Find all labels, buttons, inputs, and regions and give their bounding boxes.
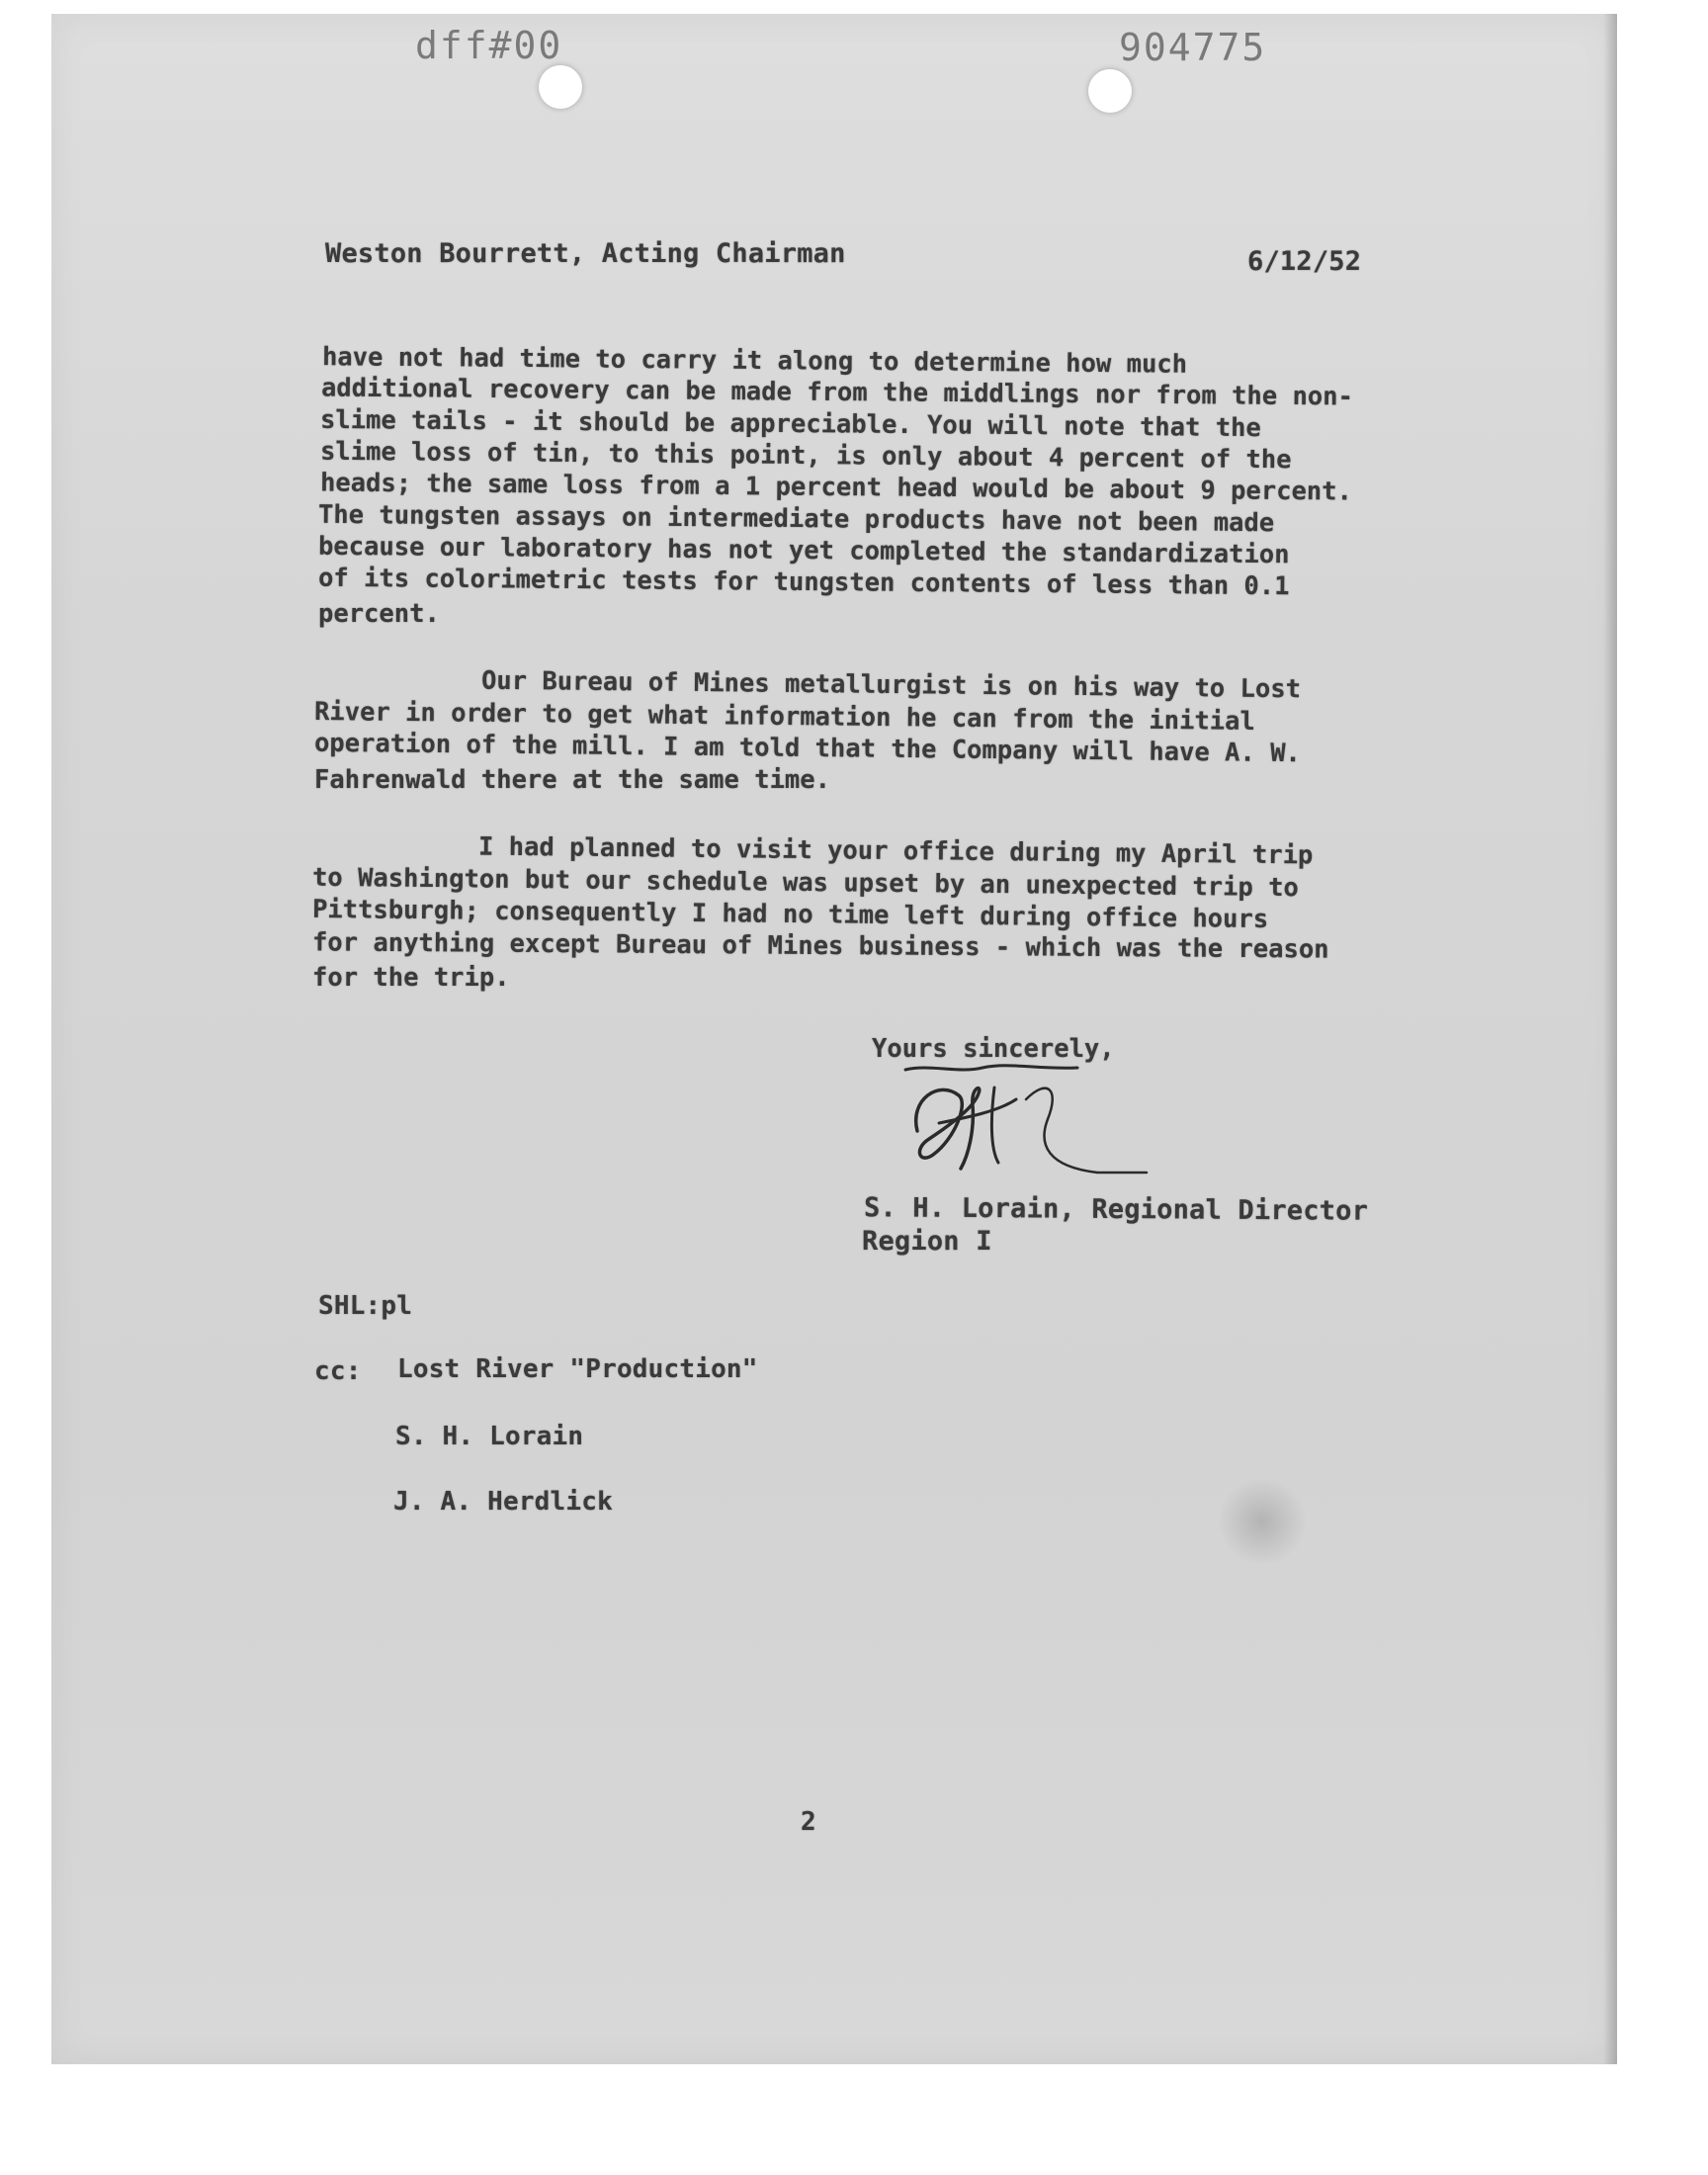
cc-recipient: J. A. Herdlick [393, 1487, 613, 1517]
paragraph-2-line-2: River in order to get what information he can from the initial [313, 697, 1255, 737]
signer-region: Region I [862, 1226, 992, 1257]
addressee-line: Weston Bourrett, Acting Chairman [325, 238, 846, 269]
stamp-number-left: dff#00 [415, 24, 563, 67]
cc-recipient: S. H. Lorain [395, 1422, 584, 1451]
paragraph-1-line-4: slime loss of tin, to this point, is only about 4 percent of the [319, 436, 1292, 476]
cc-recipient: Lost River "Production" [397, 1354, 758, 1384]
paragraph-1-line-9: percent. [318, 599, 440, 629]
paragraph-3-line-2: to Washington but our schedule was upset by an unexpected trip to [311, 862, 1300, 904]
document-page [51, 14, 1617, 2064]
punch-hole-left [539, 65, 582, 109]
closing-salutation: Yours sincerely, [872, 1034, 1115, 1064]
smudge-mark [1218, 1477, 1307, 1566]
paragraph-1-line-2: additional recovery can be made from the middlings nor from the non- [320, 373, 1354, 412]
paragraph-2-line-3: operation of the mill. I am told that the Company will have A. W. [313, 728, 1302, 769]
cc-label: cc: [314, 1356, 362, 1386]
paragraph-2-line-1: Our Bureau of Mines metallurgist is on his way to Lost [480, 665, 1302, 705]
typist-initials: SHL:pl [318, 1291, 413, 1321]
paragraph-3-line-4: for anything except Bureau of Mines business - which was the reason [311, 927, 1329, 965]
paragraph-2-line-4: Fahrenwald there at the same time. [314, 765, 830, 795]
stamp-number-right: 904775 [1119, 26, 1267, 69]
paragraph-1-line-1: have not had time to carry it along to determine how much [321, 342, 1188, 380]
handwritten-signature [899, 1060, 1176, 1188]
paragraph-1-line-6: The tungsten assays on intermediate products have not been made [317, 499, 1275, 539]
paragraph-1-line-7: because our laboratory has not yet completed the standardization [317, 531, 1290, 570]
paragraph-1-line-3: slime tails - it should be appreciable. You will note that the [319, 404, 1261, 444]
page-number: 2 [801, 1807, 816, 1837]
paragraph-1-line-5: heads; the same loss from a 1 percent head would be about 9 percent. [319, 468, 1353, 507]
paragraph-3-line-3: Pittsburgh; consequently I had no time left during office hours [311, 894, 1269, 935]
punch-hole-right [1088, 69, 1132, 113]
paragraph-3-line-5: for the trip. [312, 963, 510, 993]
paragraph-3-line-1: I had planned to visit your office during my April trip [477, 831, 1314, 871]
letter-date: 6/12/52 [1247, 246, 1362, 277]
signer-name: S. H. Lorain, Regional Director [863, 1192, 1369, 1227]
paragraph-1-line-8: of its colorimetric tests for tungsten contents of less than 0.1 [317, 563, 1290, 602]
